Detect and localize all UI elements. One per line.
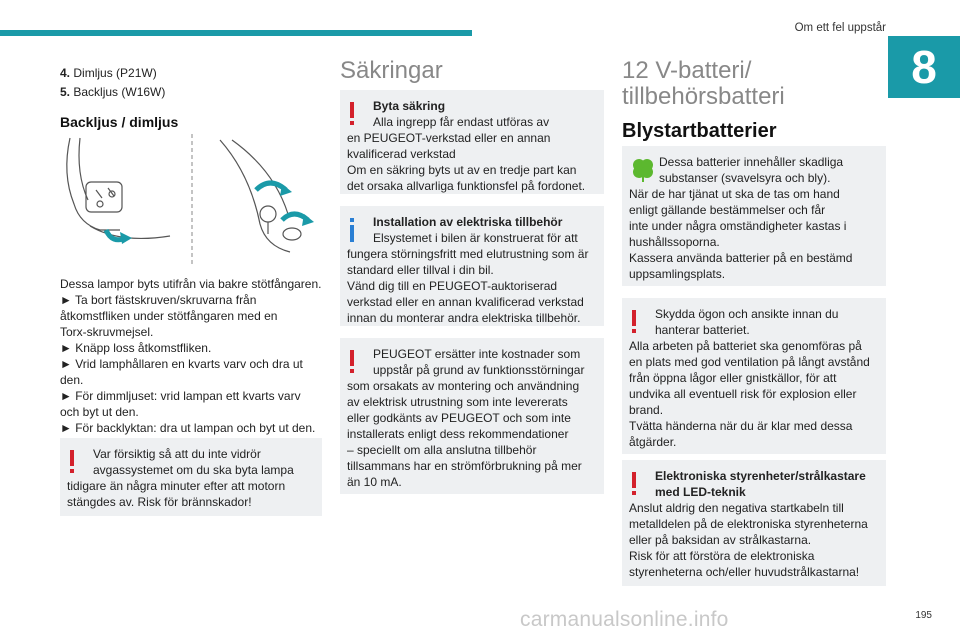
chapter-badge: 8 xyxy=(888,36,960,98)
list-item: 5. Backljus (W16W) xyxy=(60,85,166,99)
warning-icon xyxy=(347,350,357,374)
bulb-list xyxy=(60,64,165,102)
section-title: Om ett fel uppstår xyxy=(794,22,886,34)
warning-box: Var försiktig så att du inte vidrör avgassystemet om du ska byta lampa tidigare än några minuter efter att motorn stängdes av. Risk för brännskador! xyxy=(60,438,322,516)
info-icon xyxy=(347,218,357,242)
info-box-accessories: Installation av elektriska tillbehör Elsystemet i bilen är konstruerat för att fungera störningsfritt med elutrustning som är standard eller tillval i din bil. Vänd dig till en PEUGEOT-auktoriserad verkstad eller en annan kvalificerad verkstad innan du monterar andra elektriska tillbehör. xyxy=(340,206,604,326)
warning-icon xyxy=(629,472,639,496)
page-number: 195 xyxy=(915,610,932,621)
procedure-text: Dessa lampor byts utifrån via bakre stötfångaren. ► Ta bort fästskruven/skruvarna från åtkomstfliken under stötfångaren med en Torx-skruvmejsel. ► Knäpp loss åtkomstfliken. ► Vrid lamphållaren en kvarts varv och dra ut den. ► För dimmljuset: vrid lampan ett kvarts varv och byt ut den. ► För backlyktan: dra ut lampan och byt ut den. xyxy=(60,277,322,435)
warning-box-protection: Skydda ögon och ansikte innan du hanterar batteriet. Alla arbeten på batteriet ska genomföras på en plats med god ventilation på långt avstånd från öppna lågor eller gnistkällor, för att undvika all eventuell risk för explosion eller brand. Tvätta händerna när du är klar med dessa åtgärder. xyxy=(622,298,886,454)
section-heading: Backljus / dimljus xyxy=(60,114,179,130)
warning-icon xyxy=(347,102,357,126)
warning-box-change-fuse: Byta säkring Alla ingrepp får endast utföras av en PEUGEOT-verkstad eller en annan kvalificerad verkstad Om en säkring byts ut av en tredje part kan det orsaka allvarliga funktionsfel på fordonet. xyxy=(340,90,604,194)
environment-icon xyxy=(630,156,656,182)
warning-box-peugeot: PEUGEOT ersätter inte kostnader som uppstår på grund av funktionsstörningar som orsakats av montering och användning av elektrisk utrustning som inte levererats eller godkänts av PEUGEOT och som inte installerats enligt dess rekommendationer – speciellt om alla anslutna tillbehör tillsammans har en strömförbrukning på mer än 10 mA. xyxy=(340,338,604,494)
warning-box-electronics: Elektroniska styrenheter/strålkastare med LED-teknik Anslut aldrig den negativa startkabeln till metalldelen på de elektroniska styrenheterna eller på baksidan av strålkastarna. Risk för att förstöra de elektroniska styrenheterna och/eller huvudstrålkastarna! xyxy=(622,460,886,586)
fuses-title: Säkringar xyxy=(340,57,443,84)
section-heading: Blystartbatterier xyxy=(622,120,777,142)
watermark: carmanualsonline.info xyxy=(520,608,729,631)
warning-icon xyxy=(67,450,77,474)
list-item: 4. Dimljus (P21W) xyxy=(60,66,157,80)
header-accent-bar xyxy=(0,30,472,36)
environment-box: Dessa batterier innehåller skadliga substanser (svavelsyra och bly). När de har tjänat ut ska de tas om hand enligt gällande bestämmelser och får inte under några omständigheter kastas i hushållssoporna. Kassera använda batterier på en bestämd uppsamlingsplats. xyxy=(622,146,886,286)
warning-icon xyxy=(629,310,639,334)
battery-title: 12 V-batteri/ tillbehörsbatteri xyxy=(622,57,785,110)
rear-lamp-illustration xyxy=(60,134,322,264)
